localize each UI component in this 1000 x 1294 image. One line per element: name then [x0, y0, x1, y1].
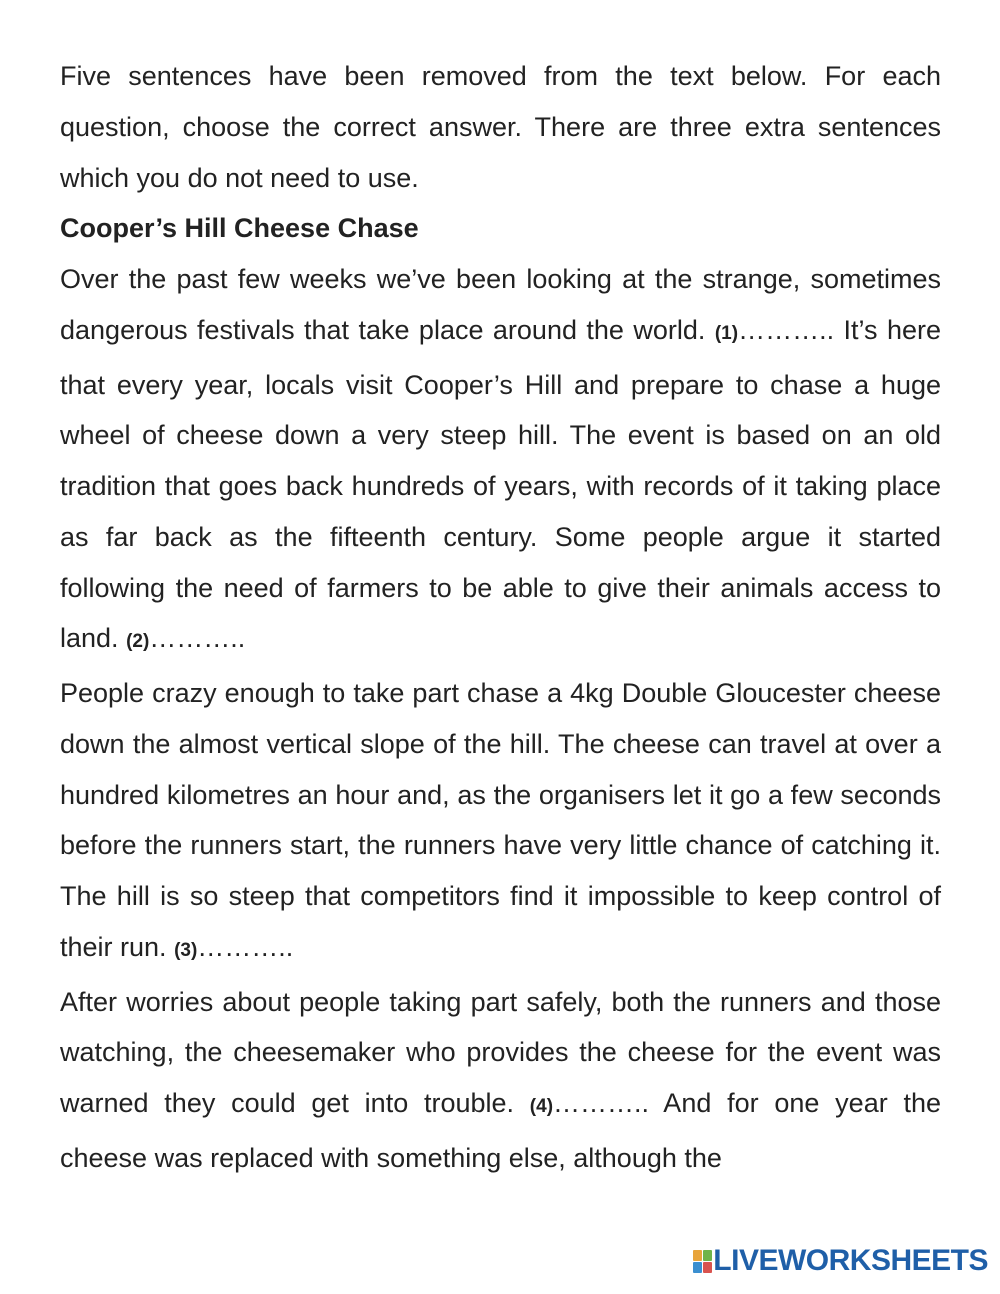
gap-1-blank[interactable]: ………..: [738, 314, 835, 345]
gap-3-blank[interactable]: ………..: [197, 931, 294, 962]
gap-2-blank[interactable]: ………..: [149, 623, 246, 654]
logo-text: LIVEWORKSHEETS: [713, 1244, 988, 1277]
worksheet-content: [60, 51, 941, 1184]
gap-4-blank[interactable]: ………..: [553, 1088, 650, 1118]
paragraph-3: [60, 977, 941, 1184]
paragraph-3-text-b: And for one year the cheese was replaced with something else, although the: [60, 1088, 941, 1173]
logo-block-4: [703, 1262, 712, 1273]
gap-1-label: (1): [714, 322, 739, 344]
gap-4-label: (4): [529, 1096, 554, 1117]
instructions: Five sentences have been removed from the text below. For each question, choose the correct answer. There are three extra sentences which you do not need to use.: [60, 61, 941, 193]
paragraph-1: [60, 254, 941, 668]
logo-blocks-icon: [693, 1250, 711, 1272]
gap-2-label: (2): [126, 631, 150, 653]
paragraph-2: [60, 668, 941, 977]
paragraph-1-text-a: Over the past few weeks we’ve been looking at the strange, sometimes dangerous festivals that take place around the world.: [60, 264, 941, 345]
paragraph-3-text-a: After worries about people taking part safely, both the runners and those watching, the cheesemaker who provides the cheese for the event was warned they could get into trouble.: [60, 986, 941, 1118]
gap-3-label: (3): [174, 939, 198, 961]
paragraph-2-text-a: People crazy enough to take part chase a 4kg Double Gloucester cheese down the almost vertical slope of the hill. The cheese can travel at over a hundred kilometres an hour and, as the organisers let it go a few seconds before the runners start, the runners have very little chance of catching it. The hill is so steep that competitors find it impossible to keep control of their run.: [60, 678, 941, 962]
logo-block-2: [703, 1250, 712, 1261]
passage-title: Cooper’s Hill Cheese Chase: [60, 213, 419, 244]
liveworksheets-logo: [693, 1244, 988, 1278]
logo-block-1: [693, 1250, 702, 1261]
logo-block-3: [693, 1262, 702, 1273]
paragraph-1-text-b: It’s here that every year, locals visit Cooper’s Hill and prepare to chase a huge wheel of cheese down a very steep hill. The event is based on an old tradition that goes back hundreds of years, with records of it taking place as far back as the fifteenth century. Some people argue it started following the need of farmers to be able to give their animals access to land.: [60, 314, 941, 654]
